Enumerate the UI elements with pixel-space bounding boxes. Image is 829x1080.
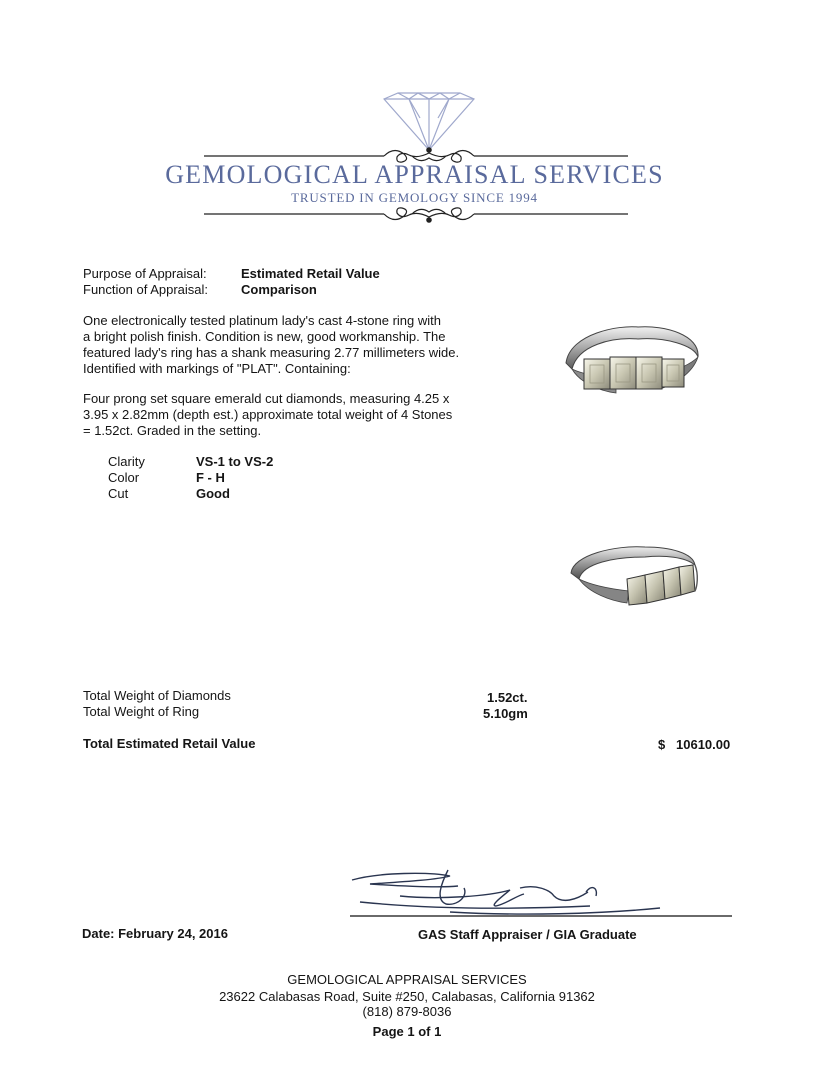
- footer-company: GEMOLOGICAL APPRAISAL SERVICES: [287, 972, 527, 987]
- appraisal-date: Date: February 24, 2016: [82, 926, 228, 941]
- description-line: a bright polish finish. Condition is new, good workmanship. The: [83, 329, 446, 344]
- function-value: Comparison: [241, 282, 317, 297]
- ring-photo-angle: [565, 535, 705, 615]
- cut-value: Good: [196, 486, 230, 501]
- description-line: featured lady's ring has a shank measuring 2.77 millimeters wide.: [83, 345, 460, 360]
- ring-photo-front: [560, 315, 710, 405]
- function-label: Function of Appraisal:: [83, 282, 209, 297]
- retail-value: 10610.00: [676, 737, 731, 752]
- clarity-value: VS-1 to VS-2: [196, 454, 274, 469]
- retail-currency: $: [658, 737, 666, 752]
- color-value: F - H: [196, 470, 225, 485]
- stones-line: 3.95 x 2.82mm (depth est.) approximate total weight of 4 Stones: [83, 407, 453, 422]
- appraiser-signature: [340, 866, 740, 926]
- description-line: One electronically tested platinum lady's cast 4-stone ring with: [83, 313, 441, 328]
- ring-weight-value: 5.10gm: [483, 706, 528, 721]
- stones-line: = 1.52ct. Graded in the setting.: [83, 423, 262, 438]
- company-tagline: TRUSTED IN GEMOLOGY SINCE 1994: [291, 190, 538, 205]
- diamond-icon: [384, 93, 474, 150]
- diamonds-weight-label: Total Weight of Diamonds: [83, 688, 231, 703]
- description-line: Identified with markings of "PLAT". Containing:: [83, 361, 351, 376]
- company-name: GEMOLOGICAL APPRAISAL SERVICES: [165, 160, 664, 189]
- appraiser-title: GAS Staff Appraiser / GIA Graduate: [418, 927, 637, 942]
- page-number: Page 1 of 1: [372, 1024, 442, 1039]
- bottom-ornament-rule: [204, 208, 628, 222]
- purpose-label: Purpose of Appraisal:: [83, 266, 207, 281]
- clarity-label: Clarity: [108, 454, 145, 469]
- ring-description: [83, 313, 503, 377]
- color-label: Color: [108, 470, 140, 485]
- purpose-value: Estimated Retail Value: [241, 266, 380, 281]
- ring-weight-label: Total Weight of Ring: [83, 704, 200, 719]
- cut-label: Cut: [108, 486, 129, 501]
- stones-description: [83, 391, 503, 439]
- footer-address: 23622 Calabasas Road, Suite #250, Calabasas, California 91362: [219, 989, 595, 1004]
- stones-line: Four prong set square emerald cut diamonds, measuring 4.25 x: [83, 391, 450, 406]
- retail-value-label: Total Estimated Retail Value: [83, 736, 256, 751]
- diamonds-weight-value: 1.52ct.: [487, 690, 528, 705]
- footer-phone: (818) 879-8036: [362, 1004, 452, 1019]
